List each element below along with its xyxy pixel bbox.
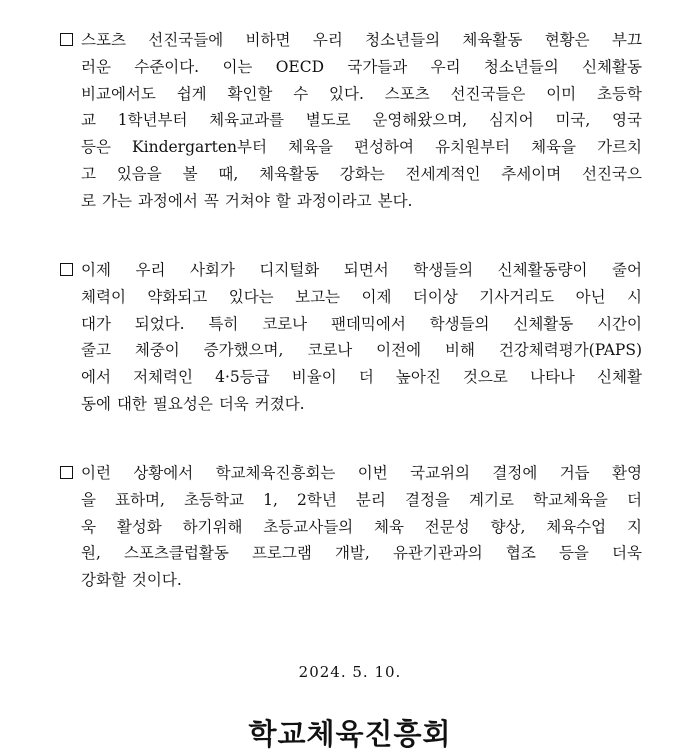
line-text: 교 1학년부터 체육교과를 별도로 운영해왔으며, 심지어 미국, 영국 bbox=[81, 111, 642, 130]
paragraph-3 bbox=[60, 460, 642, 594]
line-text: 강화할 것이다. bbox=[81, 571, 182, 590]
paragraph-line bbox=[81, 107, 642, 134]
paragraph-line bbox=[81, 284, 642, 311]
checkbox-bullet-icon bbox=[60, 33, 73, 46]
paragraph-line bbox=[81, 567, 642, 594]
paragraph-line bbox=[60, 257, 642, 284]
paragraph-2 bbox=[60, 257, 642, 418]
line-text: 에서 저체력인 4·5등급 비율이 더 높아진 것으로 나타나 신체활 bbox=[81, 368, 642, 387]
checkbox-bullet-icon bbox=[60, 466, 73, 479]
paragraph-line bbox=[81, 81, 642, 108]
line-text: 대가 되었다. 특히 코로나 팬데믹에서 학생들의 신체활동 시간이 bbox=[81, 314, 642, 333]
paragraph-line bbox=[81, 337, 642, 364]
paragraph-line bbox=[81, 161, 642, 188]
paragraph-line bbox=[81, 364, 642, 391]
line-text: 줄고 체중이 증가했으며, 코로나 이전에 비해 건강체력평가(PAPS) bbox=[81, 341, 642, 360]
paragraph-line bbox=[81, 188, 642, 215]
checkbox-bullet-icon bbox=[60, 263, 73, 276]
paragraph-line bbox=[81, 391, 642, 418]
line-text: 러운 수준이다. 이는 OECD 국가들과 우리 청소년들의 신체활동 bbox=[81, 57, 642, 76]
line-text: 원, 스포츠클럽활동 프로그램 개발, 유관기관과의 협조 등을 더욱 bbox=[81, 544, 642, 563]
line-text: 동에 대한 필요성은 더욱 커졌다. bbox=[81, 394, 305, 413]
paragraph-line bbox=[81, 134, 642, 161]
paragraph-line bbox=[81, 514, 642, 541]
paragraph-line bbox=[81, 487, 642, 514]
line-text: 비교에서도 쉽게 확인할 수 있다. 스포츠 선진국들은 이미 초등학 bbox=[81, 84, 642, 103]
line-text: 로 가는 과정에서 꼭 거쳐야 할 과정이라고 본다. bbox=[81, 191, 413, 210]
line-text: 을 표하며, 초등학교 1, 2학년 분리 결정을 계기로 학교체육을 더 bbox=[81, 490, 642, 509]
line-text: 욱 활성화 하기위해 초등교사들의 체육 전문성 향상, 체육수업 지 bbox=[81, 517, 642, 536]
paragraph-line bbox=[81, 311, 642, 338]
organization-name: 학교체육진흥회 bbox=[248, 717, 452, 751]
paragraph-line bbox=[81, 540, 642, 567]
paragraph-line bbox=[60, 27, 642, 54]
paragraph-line bbox=[60, 460, 642, 487]
paragraph-1 bbox=[60, 27, 642, 215]
line-text: 고 있음을 볼 때, 체육활동 강화는 전세계적인 추세이며 선진국으 bbox=[81, 164, 642, 183]
document-date: 2024. 5. 10. bbox=[298, 663, 402, 681]
paragraph-line bbox=[81, 54, 642, 81]
line-text: 이제 우리 사회가 디지털화 되면서 학생들의 신체활동량이 줄어 bbox=[81, 261, 642, 279]
line-text: 등은 Kindergarten부터 체육을 편성하여 유치원부터 체육을 가르치 bbox=[81, 138, 642, 157]
line-text: 체력이 약화되고 있다는 보고는 이제 더이상 기사거리도 아닌 시 bbox=[81, 287, 642, 306]
line-text: 스포츠 선진국들에 비하면 우리 청소년들의 체육활동 현황은 부끄 bbox=[81, 31, 642, 49]
line-text: 이런 상황에서 학교체육진흥회는 이번 국교위의 결정에 거듭 환영 bbox=[81, 464, 642, 482]
